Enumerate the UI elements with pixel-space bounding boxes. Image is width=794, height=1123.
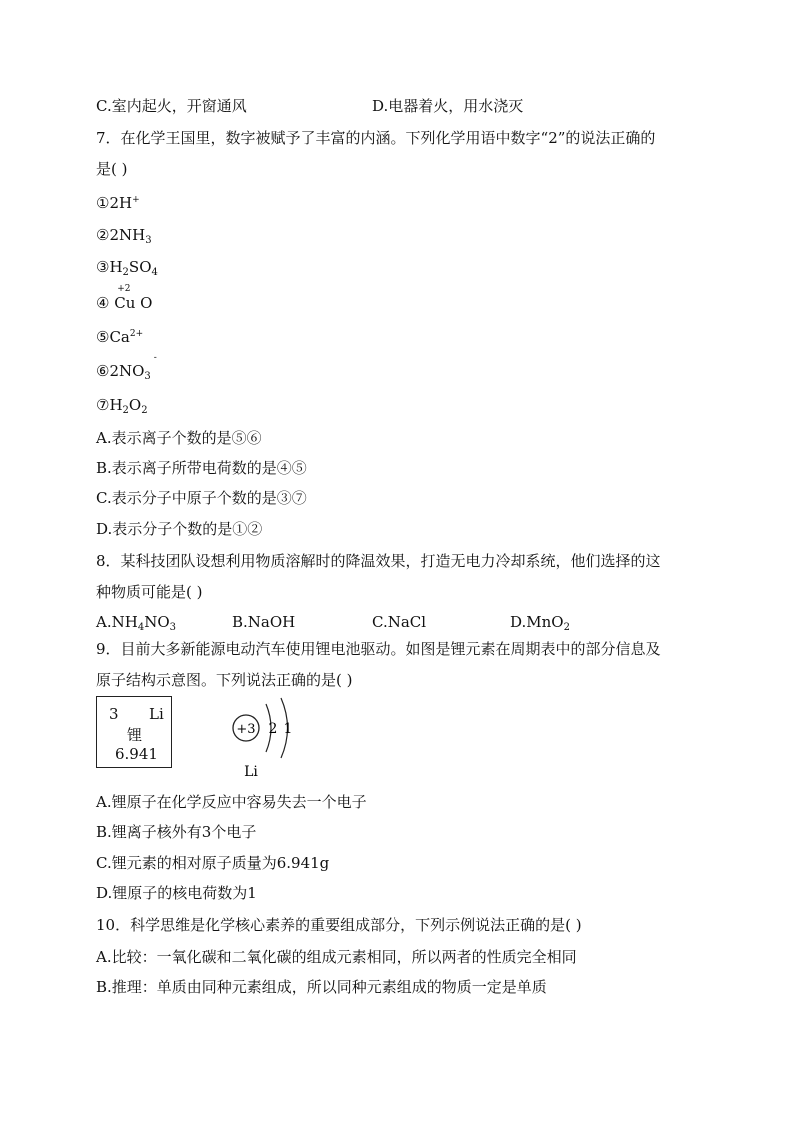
formula: SO <box>128 258 152 276</box>
q9-option-c: C.锂元素的相对原子质量为6.941g <box>96 854 330 872</box>
formula: 2NH <box>109 226 146 244</box>
q8-option-d <box>510 612 570 632</box>
formula: Cu <box>114 294 136 312</box>
q9-stem-line2: 原子结构示意图。下列说法正确的是( ) <box>96 671 353 689</box>
q6-option-c: C.室内起火，开窗通风 <box>96 97 247 115</box>
atomic-number: 3 <box>109 705 119 723</box>
charge: 2+ <box>129 329 144 339</box>
atomic-structure-diagram <box>226 696 336 786</box>
item-marker: ③ <box>96 258 110 276</box>
formula: H <box>109 396 123 414</box>
q7-option-d: D.表示分子个数的是①② <box>96 520 263 538</box>
valence: +2 <box>117 284 131 294</box>
formula: H <box>109 258 123 276</box>
q6-option-d: D.电器着火，用水浇灭 <box>372 97 524 115</box>
q7-item-2 <box>96 225 152 245</box>
q7-item-6 <box>96 353 157 382</box>
item-marker: ② <box>96 226 110 244</box>
item-marker: ④ <box>96 294 110 312</box>
element-name: 锂 <box>127 726 143 744</box>
q8-stem-line2: 种物质可能是( ) <box>96 583 203 601</box>
nucleus-charge: +3 <box>236 722 256 737</box>
q7-item-5 <box>96 327 143 347</box>
q7-stem-line2: 是( ) <box>96 160 128 178</box>
subscript: 2 <box>122 267 129 278</box>
q10-stem: 10．科学思维是化学核心素养的重要组成部分，下列示例说法正确的是( ) <box>96 916 582 934</box>
q9-option-b: B.锂离子核外有3个电子 <box>96 823 257 841</box>
formula: 2NO <box>109 362 145 380</box>
formula: D.MnO <box>510 613 564 631</box>
q7-stem-line1: 7．在化学王国里，数字被赋予了丰富的内涵。下列化学用语中数字“2”的说法正确的 <box>96 129 656 147</box>
q8-stem-line1: 8．某科技团队设想利用物质溶解时的降温效果，打造无电力冷却系统，他们选择的这 <box>96 552 661 570</box>
item-marker: ⑥ <box>96 362 110 380</box>
formula: A.NH <box>96 613 138 631</box>
subscript: 3 <box>169 622 176 633</box>
atomic-mass: 6.941 <box>115 745 158 763</box>
q7-option-a: A.表示离子个数的是⑤⑥ <box>96 429 262 447</box>
q10-option-b: B.推理：单质由同种元素组成，所以同种元素组成的物质一定是单质 <box>96 978 547 996</box>
q7-item-3 <box>96 257 158 277</box>
formula: NO <box>144 613 170 631</box>
subscript: 2 <box>122 405 129 416</box>
formula: O <box>135 294 153 312</box>
q7-option-b: B.表示离子所带电荷数的是④⑤ <box>96 459 307 477</box>
atom-label: Li <box>244 764 258 780</box>
q7-item-7 <box>96 395 148 415</box>
q8-option-c: C.NaCl <box>372 613 427 631</box>
q9-option-d: D.锂原子的核电荷数为1 <box>96 884 257 902</box>
q7-item-4 <box>96 284 153 313</box>
q8-options <box>96 612 570 632</box>
charge: - <box>153 353 157 363</box>
item-marker: ① <box>96 194 110 212</box>
formula: 2H <box>109 194 133 212</box>
shell-2-electrons: 1 <box>283 721 293 737</box>
subscript: 3 <box>144 371 151 382</box>
element-symbol: Li <box>149 705 164 723</box>
formula: Ca <box>109 328 130 346</box>
valence-formula <box>114 284 136 313</box>
subscript: 4 <box>137 622 145 633</box>
charge: + <box>132 195 140 205</box>
q7-option-c: C.表示分子中原子个数的是③⑦ <box>96 489 307 507</box>
q10-option-a: A.比较：一氧化碳和二氧化碳的组成元素相同，所以两者的性质完全相同 <box>96 948 577 966</box>
subscript: 2 <box>141 405 148 416</box>
item-marker: ⑤ <box>96 328 110 346</box>
subscript: 3 <box>145 235 152 246</box>
formula: O <box>128 396 142 414</box>
periodic-table-cell <box>96 696 172 768</box>
q9-option-a: A.锂原子在化学反应中容易失去一个电子 <box>96 793 367 811</box>
subscript: 2 <box>563 622 570 633</box>
q7-item-1 <box>96 193 140 213</box>
item-marker: ⑦ <box>96 396 110 414</box>
shell-1-electrons: 2 <box>268 721 278 737</box>
ion-formula <box>109 353 157 382</box>
q6-options-cd <box>96 96 523 116</box>
subscript: 4 <box>151 267 158 278</box>
q8-option-a <box>96 612 232 632</box>
q9-stem-line1: 9．目前大多新能源电动汽车使用锂电池驱动。如图是锂元素在周期表中的部分信息及 <box>96 640 661 658</box>
q8-option-b: B.NaOH <box>232 613 296 631</box>
